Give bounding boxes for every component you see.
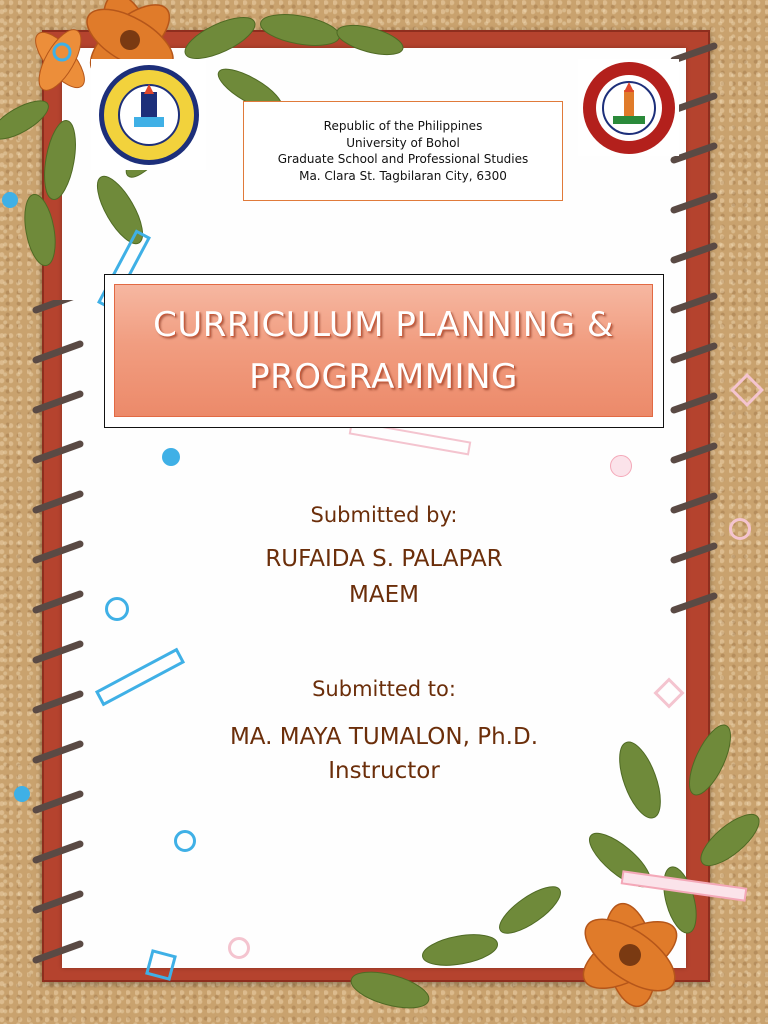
institution-header — [243, 101, 563, 201]
submitted-to-label: Submitted to: — [312, 677, 456, 701]
research-extension-logo — [578, 59, 679, 156]
submitter-name: RUFAIDA S. PALAPAR — [265, 546, 503, 572]
blue-dot — [162, 448, 180, 466]
instructor-name: MA. MAYA TUMALON, Ph.D. — [229, 724, 539, 750]
instructor-role: Instructor — [328, 758, 440, 784]
title-banner — [104, 274, 664, 428]
title-line-2: PROGRAMMING — [249, 356, 518, 397]
header-line-country: Republic of the Philippines — [323, 119, 483, 133]
blue-ring-2 — [174, 830, 196, 852]
header-line-university: University of Bohol — [346, 135, 460, 150]
pink-diamond — [730, 373, 764, 407]
pink-ring-2 — [729, 518, 751, 540]
blue-dot-left — [14, 786, 30, 802]
header-line-school: Graduate School and Professional Studies — [277, 152, 529, 166]
submitter-degree: MAEM — [349, 582, 419, 608]
title-fill — [114, 284, 653, 417]
pink-dot — [610, 455, 632, 477]
submitted-by-label: Submitted by: — [310, 503, 458, 527]
spiral-rings-left — [28, 300, 88, 1000]
seal-icon — [94, 62, 204, 168]
header-line-address: Ma. Clara St. Tagbilaran City, 6300 — [299, 168, 507, 183]
research-seal-icon — [580, 60, 678, 156]
university-of-bohol-logo — [91, 59, 206, 170]
title-line-1: CURRICULUM PLANNING & — [153, 304, 614, 345]
pink-ring — [228, 937, 250, 959]
